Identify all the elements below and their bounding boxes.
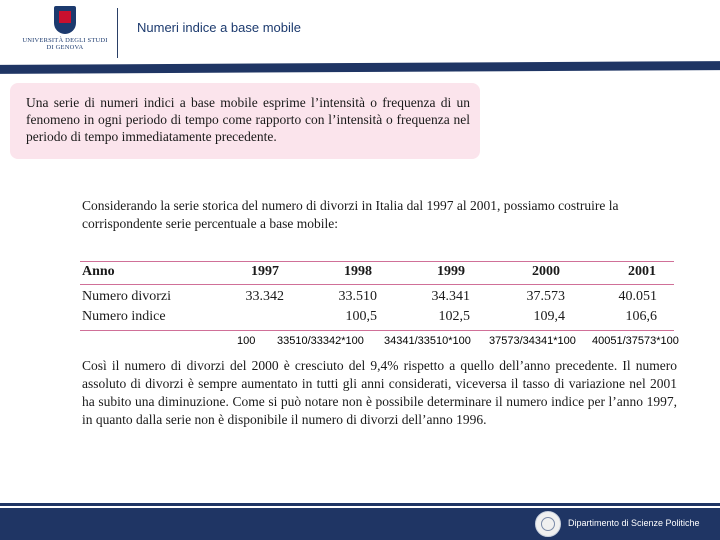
formula: 34341/33510*100 (384, 335, 471, 347)
conclusion-text: Così il numero di divorzi del 2000 è cresciuto del 9,4% rispetto a quello dell’anno precedente. Il numero assoluto di divorzi è sempre aumentato in tutti gli anni considerati, viceversa il tasso di variazione nel 2001 ha subito una diminuzione. Come si può notare non è possibile determinare il numero indice per l’anno 1997, in quanto dalla serie non è disponibile il numero di divorzi dell’anno 1996. (82, 358, 677, 427)
table-rule-top (80, 261, 674, 262)
intro-text: Considerando la serie storica del numero di divorzi in Italia dal 1997 al 2001, possiamo costruire la corrispondente serie percentuale a base mobile: (82, 198, 619, 231)
table-cell: 106,6 (625, 309, 657, 324)
table-cell: 37.573 (526, 289, 565, 304)
table-cell: 33.342 (245, 289, 284, 304)
table-cell: 33.510 (338, 289, 377, 304)
shield-icon (54, 6, 76, 34)
university-logo (10, 6, 120, 60)
table-header-year: 1997 (251, 264, 279, 279)
table-cell: 109,4 (533, 309, 565, 324)
table-cell: 102,5 (438, 309, 470, 324)
table-row-label: Numero divorzi (82, 289, 172, 304)
formula: 100 (237, 335, 256, 347)
department-name: Dipartimento di Scienze Politiche (568, 518, 700, 528)
logo-text (10, 37, 120, 51)
department-seal-icon (535, 511, 561, 537)
table-rule-bottom (80, 330, 674, 331)
header (0, 0, 720, 66)
table-header-year: 2000 (532, 264, 560, 279)
formula: 33510/33342*100 (277, 335, 364, 347)
formula: 40051/37573*100 (592, 335, 679, 347)
definition-text: Una serie di numeri indici a base mobile esprime l’intensità o frequenza di un fenomeno in ogni periodo di tempo come rapporto con l’intensità o frequenza nel periodo di tempo immediatamente precedente. (26, 95, 470, 144)
table-header-year: 1999 (437, 264, 465, 279)
table-header-anno: Anno (82, 264, 115, 279)
logo-line-1: UNIVERSITÀ DEGLI STUDI (22, 37, 108, 44)
table-cell: 100,5 (345, 309, 377, 324)
footer-line (0, 503, 720, 506)
formula: 37573/34341*100 (489, 335, 576, 347)
header-divider (117, 8, 118, 58)
table-row-label: Numero indice (82, 309, 166, 324)
logo-line-2: DI GENOVA (46, 44, 84, 51)
table-cell: 40.051 (618, 289, 657, 304)
table-header-year: 2001 (628, 264, 656, 279)
table-cell: 34.341 (431, 289, 470, 304)
table-rule-header (80, 284, 674, 285)
table-header-year: 1998 (344, 264, 372, 279)
page-title: Numeri indice a base mobile (137, 20, 302, 35)
